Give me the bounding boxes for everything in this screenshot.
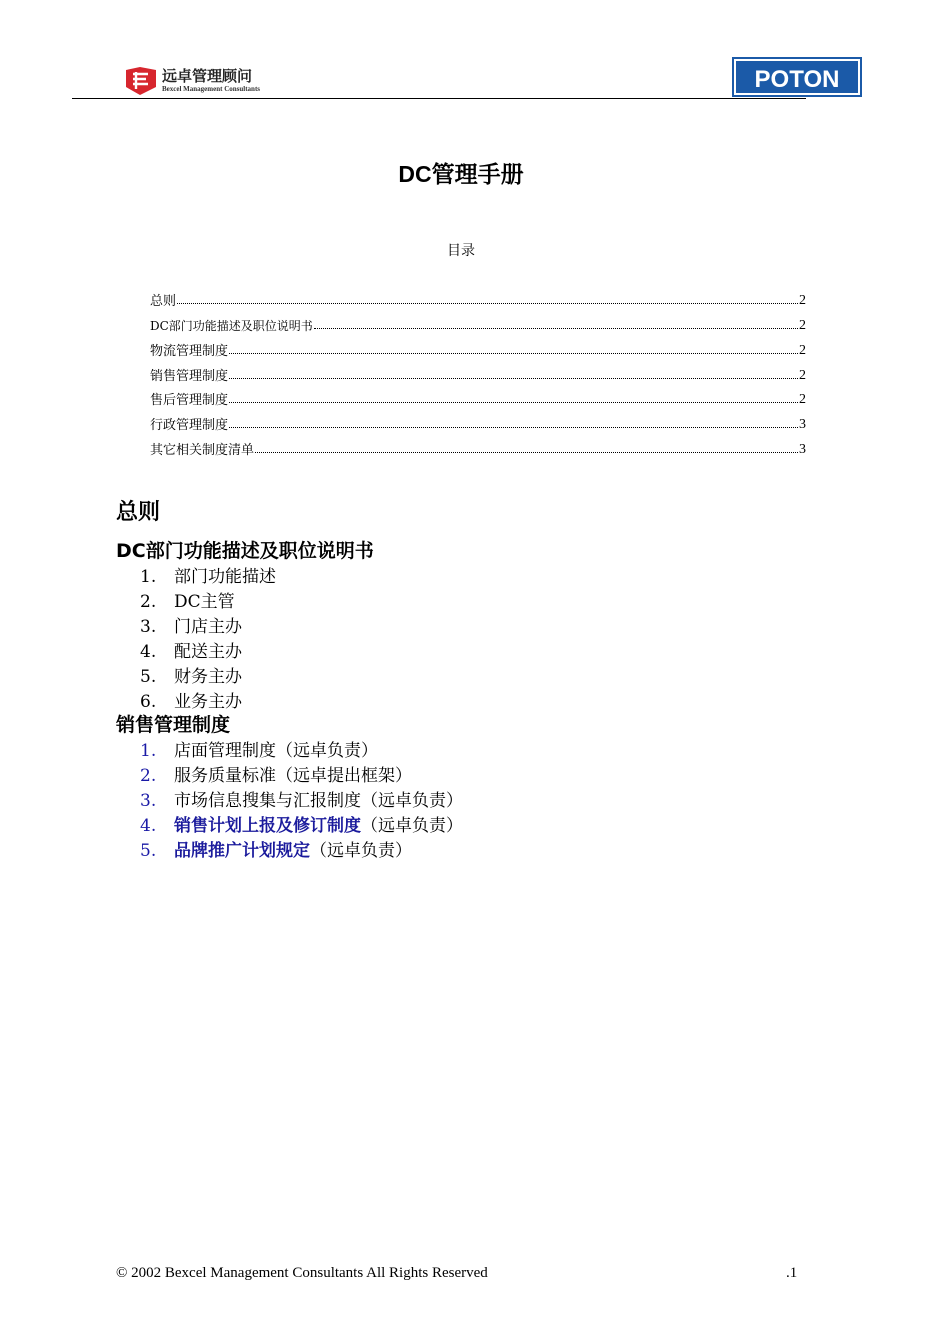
list-text: 业务主办 xyxy=(174,692,242,712)
list-text: 服务质量标准（远卓提出框架） xyxy=(174,766,412,786)
logo-left-cn: 远卓管理顾问 xyxy=(162,67,253,85)
footer-copyright: © 2002 Bexcel Management Consultants All Rights Reserved xyxy=(116,1265,488,1281)
list-link-text[interactable]: 销售计划上报及修订制度 xyxy=(174,816,361,836)
list-number: 5. xyxy=(140,667,157,687)
footer-page-number: .1 xyxy=(786,1265,798,1281)
list-number: 1. xyxy=(140,741,157,761)
toc-leader-dots xyxy=(229,402,798,403)
toc-entry[interactable] xyxy=(150,388,806,408)
toc-entry-label: 总则 xyxy=(150,294,177,309)
toc-entry-page: 2 xyxy=(799,368,806,383)
list-item xyxy=(140,761,412,786)
list-number: 6. xyxy=(140,692,157,712)
list-number: 5. xyxy=(140,841,157,861)
toc-entry-label: 行政管理制度 xyxy=(150,418,229,433)
toc-entry[interactable] xyxy=(150,314,806,334)
toc-entry-label: 销售管理制度 xyxy=(150,369,229,384)
toc-entry-page: 3 xyxy=(799,417,806,432)
list-item[interactable] xyxy=(140,811,463,836)
toc-entry[interactable] xyxy=(150,438,806,458)
toc-heading: 目录 xyxy=(447,243,475,259)
toc-leader-dots xyxy=(314,328,798,329)
list-text: 店面管理制度（远卓负责） xyxy=(174,741,378,761)
list-text: 市场信息搜集与汇报制度（远卓负责） xyxy=(174,791,463,811)
list-item xyxy=(140,637,242,662)
list-text: （远卓负责） xyxy=(310,841,412,861)
logo-left-en: Bexcel Management Consultants xyxy=(162,85,260,93)
toc-leader-dots xyxy=(229,427,798,428)
header-rule xyxy=(72,98,806,99)
list-text: 门店主办 xyxy=(174,617,242,637)
document-title: DC管理手册 xyxy=(398,161,524,187)
list-item xyxy=(140,736,378,761)
list-number: 4. xyxy=(140,642,157,662)
list-text: DC主管 xyxy=(174,592,235,612)
poton-logo xyxy=(732,57,862,97)
bexcel-logo-icon xyxy=(124,67,158,95)
list-item xyxy=(140,687,242,712)
list-text: 配送主办 xyxy=(174,642,242,662)
toc-entry-label: 售后管理制度 xyxy=(150,393,229,408)
list-number: 2. xyxy=(140,592,157,612)
list-text: （远卓负责） xyxy=(361,816,463,836)
list-link-text[interactable]: 品牌推广计划规定 xyxy=(174,841,310,861)
section-heading-general: 总则 xyxy=(116,500,161,525)
toc-leader-dots xyxy=(255,452,798,453)
list-item xyxy=(140,612,242,637)
toc-leader-dots xyxy=(229,378,798,379)
list-text: 财务主办 xyxy=(174,667,242,687)
list-item xyxy=(140,562,276,587)
toc-entry[interactable] xyxy=(150,339,806,359)
toc-entry-page: 3 xyxy=(799,442,806,457)
toc-entry-page: 2 xyxy=(799,293,806,308)
toc-leader-dots xyxy=(177,303,798,304)
list-number: 3. xyxy=(140,617,157,637)
toc-entry-label: 物流管理制度 xyxy=(150,344,229,359)
list-item[interactable] xyxy=(140,836,412,861)
toc-entry[interactable] xyxy=(150,364,806,384)
list-text: 部门功能描述 xyxy=(174,567,276,587)
poton-logo-text: POTON xyxy=(754,66,840,93)
list-number: 4. xyxy=(140,816,157,836)
section-heading-dc: DC部门功能描述及职位说明书 xyxy=(116,540,374,562)
toc-entry-label: 其它相关制度清单 xyxy=(150,443,255,458)
section-heading-sales: 销售管理制度 xyxy=(116,714,231,736)
list-item xyxy=(140,587,235,612)
list-number: 1. xyxy=(140,567,157,587)
toc-entry-page: 2 xyxy=(799,343,806,358)
list-item xyxy=(140,786,463,811)
toc-leader-dots xyxy=(229,353,798,354)
toc-entry[interactable] xyxy=(150,289,806,309)
list-number: 3. xyxy=(140,791,157,811)
bexcel-logo xyxy=(124,66,260,96)
toc-entry[interactable] xyxy=(150,413,806,433)
list-item xyxy=(140,662,242,687)
toc-entry-page: 2 xyxy=(799,392,806,407)
toc-entry-label: DC部门功能描述及职位说明书 xyxy=(150,319,313,333)
toc-entry-page: 2 xyxy=(799,318,806,333)
list-number: 2. xyxy=(140,766,157,786)
